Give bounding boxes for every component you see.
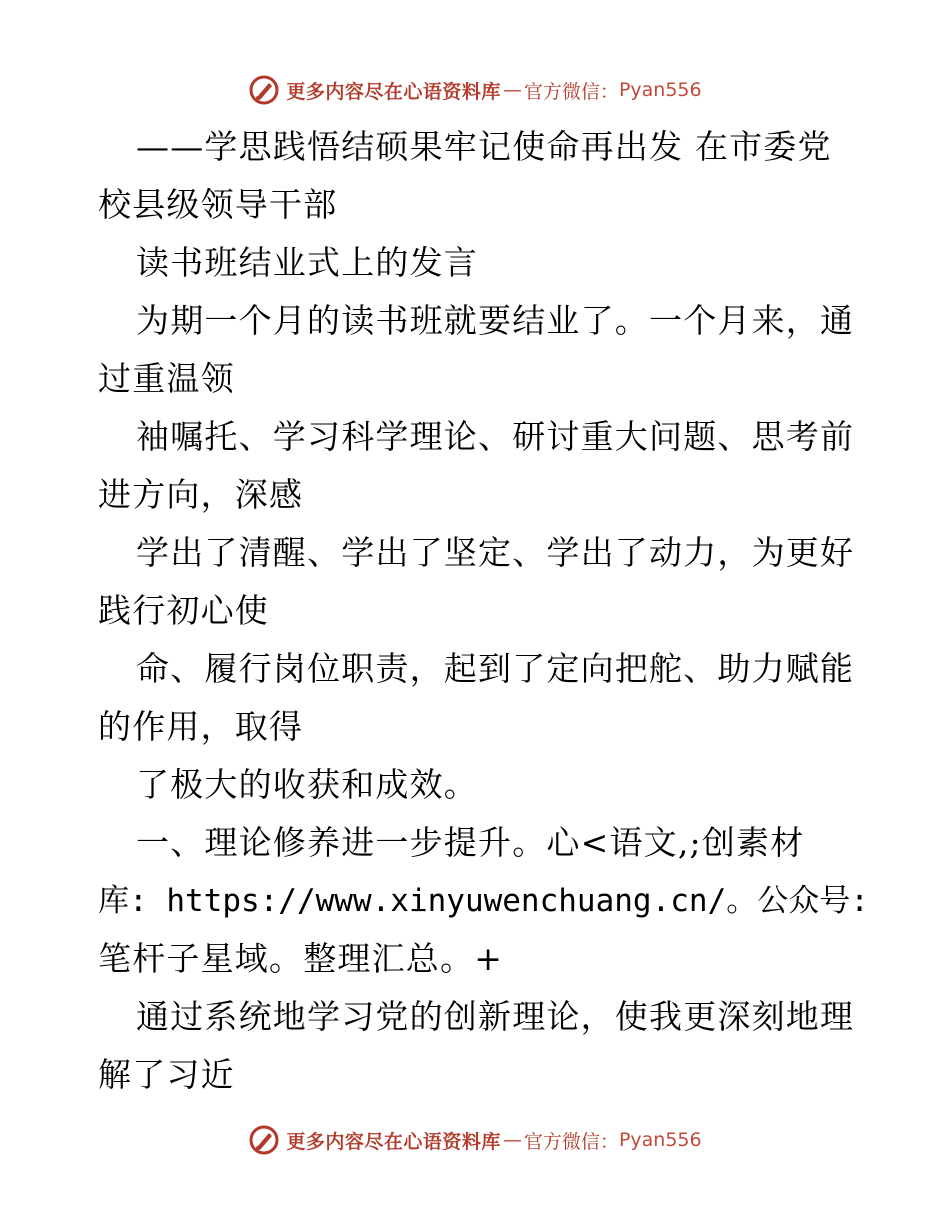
section-heading-line: 一、理论修养进一步提升。心<语文,;创素材 bbox=[136, 823, 805, 862]
watermark-contact-value: Pyan556 bbox=[618, 79, 702, 101]
pen-seal-icon bbox=[248, 1124, 280, 1156]
watermark-brand-text: 更多内容尽在心语资料库 bbox=[286, 1130, 501, 1153]
paragraph-line: 笔杆子星域。整理汇总。+ bbox=[98, 939, 504, 978]
subtitle-line: 读书班结业式上的发言 bbox=[136, 243, 478, 282]
paragraph-line: 命、履行岗位职责，起到了定向把舵、助力赋能 bbox=[136, 649, 855, 688]
pen-seal-icon bbox=[248, 74, 280, 106]
document-body bbox=[98, 118, 869, 1104]
watermark-separator: — bbox=[502, 1129, 522, 1151]
paragraph-line: 学出了清醒、学出了坚定、学出了动力，为更好 bbox=[136, 533, 855, 572]
watermark-contact-value: Pyan556 bbox=[618, 1129, 702, 1151]
paragraph-line: 过重温领 bbox=[98, 359, 235, 398]
paragraph-line: 了极大的收获和成效。 bbox=[136, 765, 478, 804]
paragraph-line: 为期一个月的读书班就要结业了。一个月来，通 bbox=[136, 301, 855, 340]
title-line-2: 校县级领导干部 bbox=[98, 185, 338, 224]
paragraph-line: 解了习近 bbox=[98, 1055, 235, 1094]
title-line-1: ——学思践悟结硕果牢记使命再出发 在市委党 bbox=[136, 127, 832, 166]
watermark-brand-text: 更多内容尽在心语资料库 bbox=[286, 80, 501, 103]
header-watermark-banner bbox=[0, 70, 950, 110]
paragraph-line: 袖嘱托、学习科学理论、研讨重大问题、思考前 bbox=[136, 417, 855, 456]
watermark-contact-label: 官方微信： bbox=[523, 1130, 619, 1153]
paragraph-line: 通过系统地学习党的创新理论，使我更深刻地理 bbox=[136, 997, 855, 1036]
footer-watermark-banner bbox=[0, 1120, 950, 1160]
paragraph-line: 进方向，深感 bbox=[98, 475, 304, 514]
paragraph-line: 的作用，取得 bbox=[98, 707, 304, 746]
watermark-contact-label: 官方微信： bbox=[523, 80, 619, 103]
paragraph-line: 践行初心使 bbox=[98, 591, 269, 630]
url-line: 库: https://www.xinyuwenchuang.cn/。公众号: bbox=[98, 883, 869, 919]
watermark-separator: — bbox=[502, 79, 522, 101]
